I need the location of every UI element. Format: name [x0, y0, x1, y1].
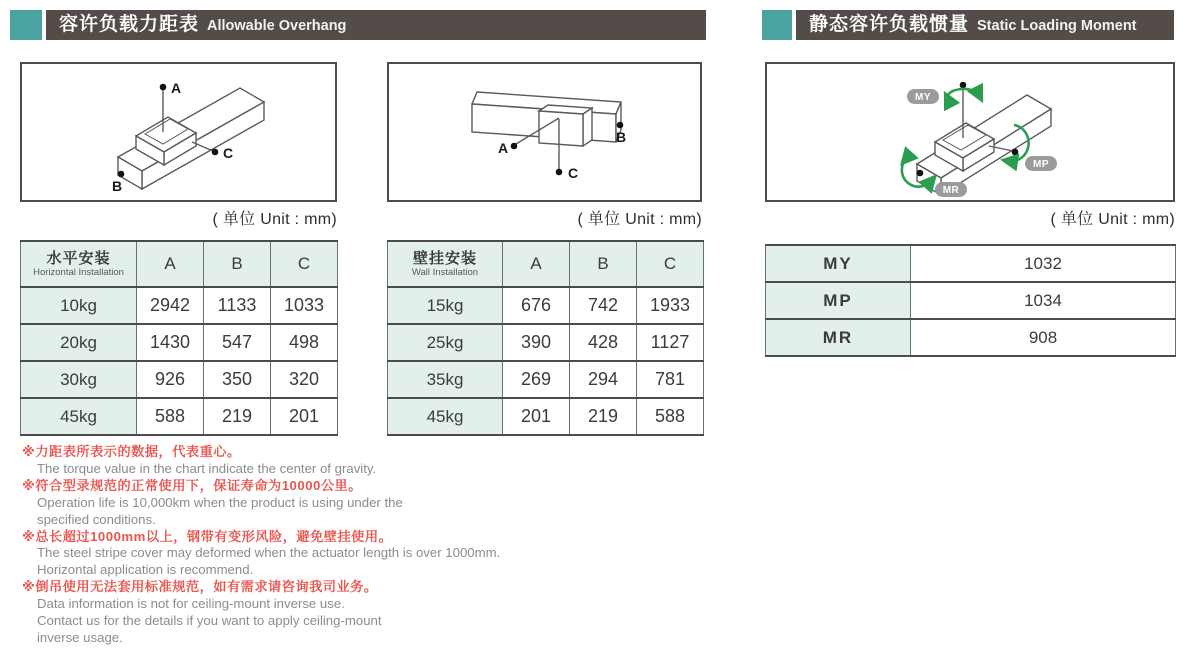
label-c: C: [223, 145, 234, 161]
table-cell: 350: [204, 361, 271, 398]
table-cell: 588: [637, 398, 704, 435]
section-title-zh: 静态容许负载惯量: [809, 14, 970, 35]
col-header-b: B: [570, 241, 637, 287]
footnote-zh: ※力距表所表示的数据，代表重心。: [22, 444, 241, 459]
moment-diagram: [767, 64, 1173, 200]
table-row: [21, 361, 338, 398]
point-b: [118, 171, 125, 178]
table-row: [388, 324, 704, 361]
table-row: [388, 361, 704, 398]
my-badge: [907, 89, 939, 104]
col-header-b: B: [204, 241, 271, 287]
label-a: A: [498, 140, 509, 156]
footnote-en: specified conditions.: [37, 511, 156, 527]
table-cell: 742: [570, 287, 637, 324]
footnote-zh: ※符合型录规范的正常使用下，保证寿命为10000公里。: [22, 477, 362, 493]
table-cell: 588: [137, 398, 204, 435]
table-cell: 390: [503, 324, 570, 361]
row-header: 45kg: [388, 398, 503, 435]
section-header-allowable-overhang: [46, 10, 706, 40]
table-row: [21, 398, 338, 435]
row-header-mr: MR: [766, 319, 911, 356]
table-title-en: Horizontal Installation: [33, 267, 124, 278]
table-cell: 201: [271, 398, 338, 435]
wall-mount-diagram-box: [387, 62, 702, 202]
table-row: [21, 287, 338, 324]
unit-label: ( 单位 Unit : mm): [212, 211, 337, 228]
wall-installation-table: [387, 240, 704, 436]
point-a: [511, 143, 518, 150]
point-mr: [917, 170, 924, 177]
row-header: 10kg: [21, 287, 137, 324]
table-row: [388, 287, 704, 324]
section-title-en: Allowable Overhang: [207, 18, 347, 34]
mp-badge: [1025, 156, 1057, 171]
mr-badge: [935, 182, 967, 197]
footnotes: [22, 444, 582, 647]
table-title-zh: 水平安装: [46, 250, 111, 267]
row-header: 35kg: [388, 361, 503, 398]
row-header: 30kg: [21, 361, 137, 398]
table-cell: 498: [271, 324, 338, 361]
table-cell: 547: [204, 324, 271, 361]
footnote-zh: ※总长超过1000mm以上，钢带有变形风险，避免壁挂使用。: [22, 528, 393, 544]
footnote-zh: ※倒吊使用无法套用标准规范，如有需求请咨询我司业务。: [22, 579, 378, 595]
footnote-en: inverse usage.: [37, 629, 123, 645]
table-row: [766, 245, 1176, 282]
footnote-en: Contact us for the details if you want to apply ceiling-mount: [37, 613, 382, 629]
point-a: [160, 84, 167, 91]
row-header: 15kg: [388, 287, 503, 324]
svg-text:MY: MY: [915, 92, 931, 103]
point-c: [556, 169, 563, 176]
point-mp: [1012, 149, 1019, 156]
label-a: A: [171, 80, 182, 96]
table-cell: 1430: [137, 324, 204, 361]
label-c: C: [568, 165, 579, 181]
footnote-en: Data information is not for ceiling-mount inverse use.: [37, 596, 345, 612]
table-cell: 676: [503, 287, 570, 324]
table-cell: 926: [137, 361, 204, 398]
unit-label: ( 单位 Unit : mm): [577, 211, 702, 228]
table-cell: 1032: [911, 245, 1176, 282]
table-cell: 908: [911, 319, 1176, 356]
table-cell: 320: [271, 361, 338, 398]
moment-diagram-box: [765, 62, 1175, 202]
horizontal-installation-table: [20, 240, 338, 436]
moment-table: [765, 244, 1176, 357]
point-my: [960, 82, 967, 89]
footnote-en: The steel stripe cover may deformed when the actuator length is over 1000mm.: [37, 545, 501, 561]
table-cell: 219: [570, 398, 637, 435]
col-header-c: C: [271, 241, 338, 287]
table-cell: 1034: [911, 282, 1176, 319]
row-header: 25kg: [388, 324, 503, 361]
horizontal-mount-diagram-box: [20, 62, 337, 202]
footnote-en: The torque value in the chart indicate the center of gravity.: [37, 460, 377, 476]
table-title-en: Wall Installation: [411, 267, 479, 278]
svg-text:MP: MP: [1033, 159, 1049, 170]
table-cell: 1127: [637, 324, 704, 361]
section-title-en: Static Loading Moment: [977, 18, 1137, 34]
unit-label: ( 单位 Unit : mm): [1050, 211, 1175, 228]
col-header-a: A: [137, 241, 204, 287]
table-cell: 2942: [137, 287, 204, 324]
table-cell: 269: [503, 361, 570, 398]
accent-square-left: [10, 10, 42, 40]
table-row: [766, 319, 1176, 356]
horizontal-mount-diagram: [22, 64, 335, 200]
table-cell: 1133: [204, 287, 271, 324]
table-cell: 201: [503, 398, 570, 435]
footnote-en: Horizontal application is recommend.: [37, 562, 254, 578]
row-header-mp: MP: [766, 282, 911, 319]
col-header-a: A: [503, 241, 570, 287]
table-cell: 219: [204, 398, 271, 435]
point-b: [617, 122, 624, 129]
svg-text:MR: MR: [942, 185, 960, 196]
table-title-zh: 壁挂安装: [412, 250, 477, 267]
table-corner-header: [21, 241, 137, 287]
table-cell: 428: [570, 324, 637, 361]
table-row: [766, 282, 1176, 319]
col-header-c: C: [637, 241, 704, 287]
table-cell: 1033: [271, 287, 338, 324]
footnote-en: Operation life is 10,000km when the product is using under the: [37, 494, 403, 510]
row-header: 45kg: [21, 398, 137, 435]
section-title-zh: 容许负载力距表: [59, 14, 200, 35]
label-b: B: [112, 178, 123, 194]
table-row: [388, 398, 704, 435]
table-cell: 781: [637, 361, 704, 398]
label-b: B: [616, 129, 627, 145]
section-header-static-loading-moment: [796, 10, 1174, 40]
accent-square-right: [762, 10, 792, 40]
row-header-my: MY: [766, 245, 911, 282]
row-header: 20kg: [21, 324, 137, 361]
table-cell: 1933: [637, 287, 704, 324]
table-cell: 294: [570, 361, 637, 398]
point-c: [212, 149, 219, 156]
wall-mount-diagram: [389, 64, 700, 200]
table-corner-header: [388, 241, 503, 287]
table-row: [21, 324, 338, 361]
